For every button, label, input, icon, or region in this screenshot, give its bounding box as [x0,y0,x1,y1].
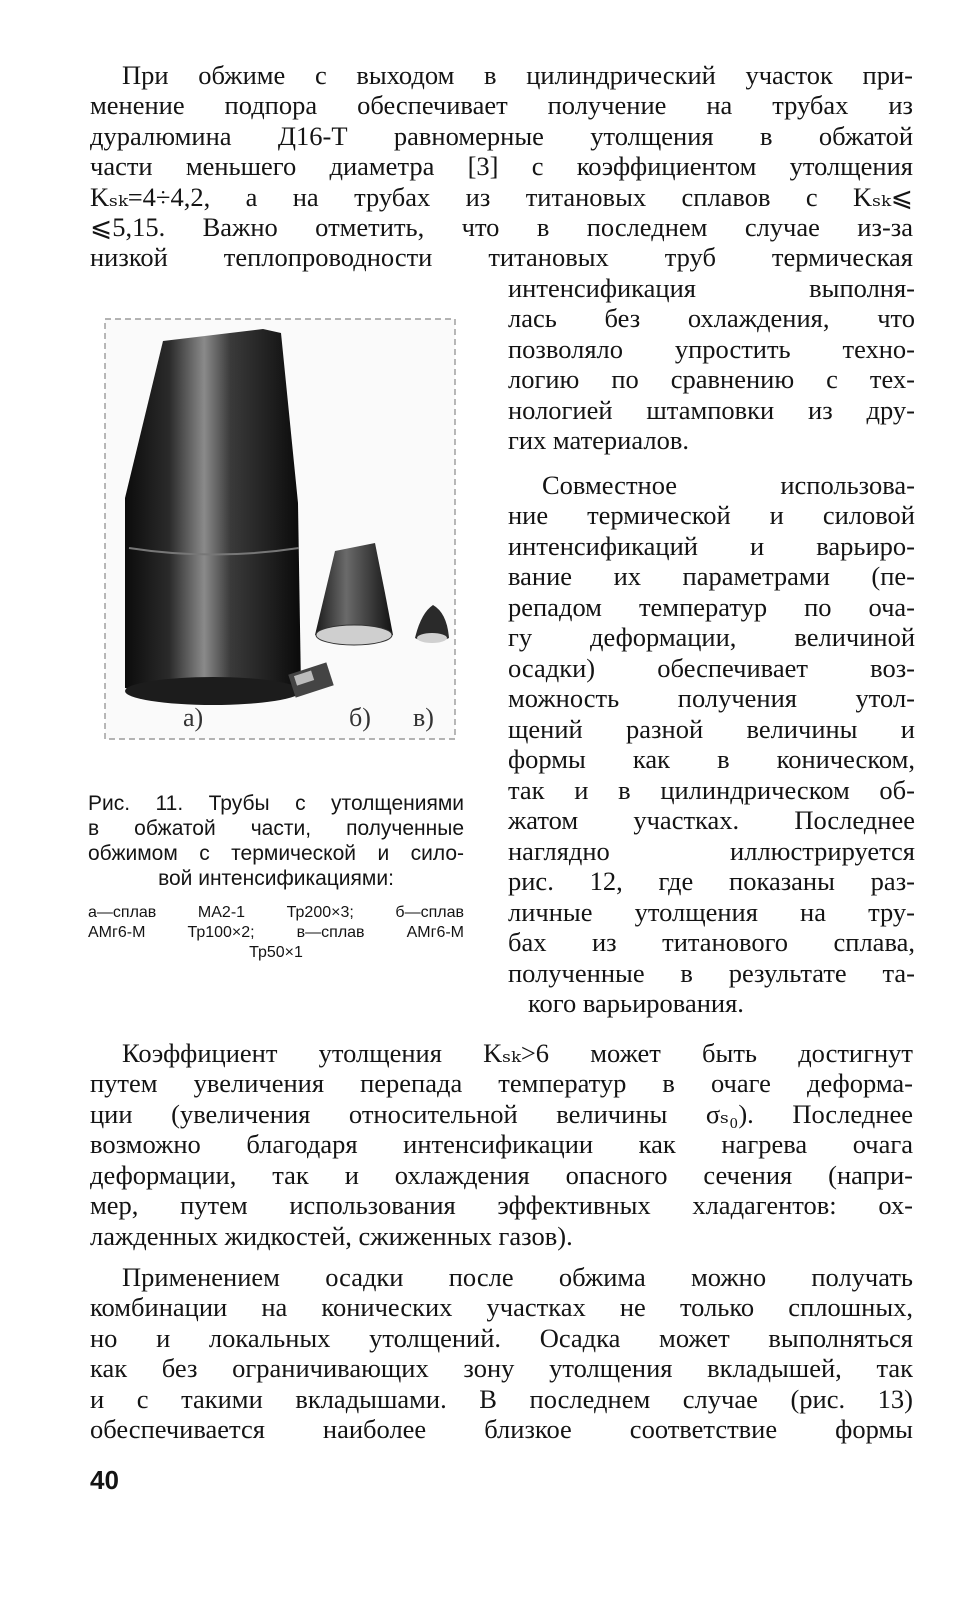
text-line: Коэффициент утолщения Kₛₖ>6 может быть достигнут [122,1038,913,1068]
figure-caption-line: в обжатой части, полученные [88,817,464,840]
figure-caption-line: вой интенсификациями: [158,867,394,890]
text-line: менение подпора обеспечивает получение на трубах из [90,90,913,120]
text-line: как без ограничивающих зону утолщения вкладышей, так [90,1353,913,1383]
text-line: полученные в результате та- [508,958,915,988]
text-line: так и в цилиндрическом об- [508,775,915,805]
text-line: репадом температур по оча- [508,592,915,622]
text-line: части меньшего диаметра [3] с коэффициентом утолщения [90,151,913,181]
text-line: осадки) обеспечивает воз- [508,653,915,683]
figure-label-a: a) [183,703,204,732]
text-line: низкой теплопроводности титановых труб термическая [90,242,913,272]
tubes-photo-illustration [103,313,458,743]
text-line: дуралюмина Д16-Т равномерные утолщения в обжатой [90,121,913,151]
text-line: бах из титанового сплава, [508,927,915,957]
text-line: ции (увеличения относительной величины σₛ₀). Последнее [90,1099,913,1129]
text-line: Kₛₖ=4÷4,2, а на трубах из титановых сплавов с Kₛₖ⩽ [90,182,913,212]
text-line: возможно благодаря интенсификации как нагрева очага [90,1129,913,1159]
text-line: личные утолщения на тру- [508,897,915,927]
text-line: обеспечивается наиболее близкое соответствие формы [90,1414,913,1444]
text-line: интенсификаций и варьиро- [508,531,915,561]
figure-photo [103,313,458,743]
text-line: кого варьирования. [528,988,744,1018]
text-line: ⩽5,15. Важно отметить, что в последнем случае из-за [90,212,913,242]
text-line: рис. 12, где показаны раз- [508,866,915,896]
text-line: жатом участках. Последнее [508,805,915,835]
text-line: путем увеличения перепада температур в очаге деформа- [90,1068,913,1098]
figure-label-b: б) [349,703,371,732]
text-line: Совместное использова- [542,470,915,500]
figure-legend-line: Тр50×1 [249,944,303,961]
text-line: гу деформации, величиной [508,622,915,652]
figure-caption-line: Рис. 11. Трубы с утолщениями [88,792,464,815]
text-line: формы как в коническом, [508,744,915,774]
text-line: гих материалов. [508,425,689,455]
text-line: ние термической и силовой [508,500,915,530]
text-line: нологией штамповки из дру- [508,395,915,425]
text-line: наглядно иллюстрируется [508,836,915,866]
text-line: При обжиме с выходом в цилиндрический участок при- [122,60,913,90]
text-line: щений разной величины и [508,714,915,744]
text-line: интенсификация выполня- [508,273,915,303]
figure-label-v: в) [413,703,434,732]
text-line: комбинации на конических участках не только сплошных, [90,1292,913,1322]
text-line: лажденных жидкостей, сжиженных газов). [90,1221,573,1251]
text-line: и с такими вкладышами. В последнем случае (рис. 13) [90,1384,913,1414]
figure-legend-line: АМг6-М Тр100×2; в—сплав АМг6-М [88,924,464,941]
text-line: но и локальных утолщений. Осадка может выполняться [90,1323,913,1353]
text-line: можность получения утол- [508,683,915,713]
page-number: 40 [90,1465,119,1495]
text-line: деформации, так и охлаждения опасного сечения (напри- [90,1160,913,1190]
figure-legend-line: а—сплав МА2-1 Тр200×3; б—сплав [88,904,464,921]
text-line: позволяло упростить техно- [508,334,915,364]
text-line: логию по сравнению с тех- [508,364,915,394]
text-line: мер, путем использования эффективных хладагентов: ох- [90,1190,913,1220]
text-line: вание их параметрами (пе- [508,561,915,591]
figure-caption-line: обжимом с термической и сило- [88,842,464,865]
text-line: Применением осадки после обжима можно получать [122,1262,913,1292]
text-line: лась без охлаждения, что [508,303,915,333]
